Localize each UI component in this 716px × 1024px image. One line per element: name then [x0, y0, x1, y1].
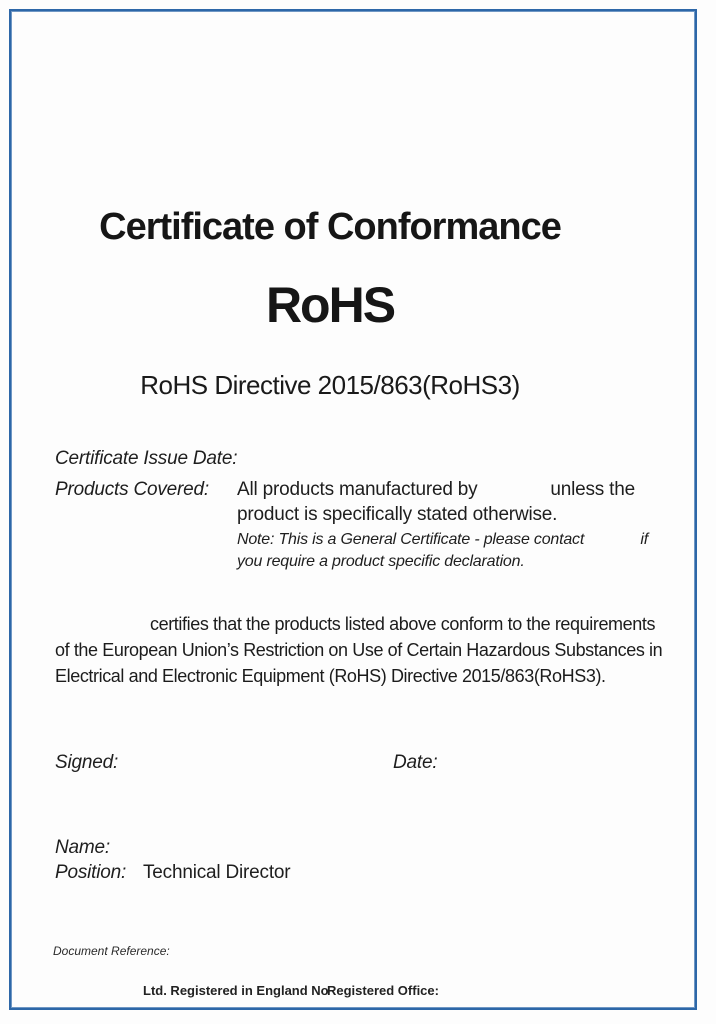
company-registration-text: Ltd. Registered in England No — [143, 983, 329, 998]
products-covered-text: All products manufactured by — [237, 479, 478, 500]
note-text: Note: This is a General Certificate - please contact — [237, 531, 585, 548]
statement-line-2: of the European Union’s Restriction on Use of Certain Hazardous Substances in — [55, 640, 663, 660]
position-value: Technical Director — [143, 862, 291, 883]
products-covered-label: Products Covered: — [55, 479, 209, 500]
products-covered-text-continued: unless the — [550, 479, 635, 500]
note-line1 — [237, 531, 648, 549]
statement-line-1: certifies that the products listed above conform to the requirements — [150, 614, 656, 634]
registered-office-label: Registered Office: — [327, 983, 439, 998]
statement-line-3: Electrical and Electronic Equipment (RoHS) Directive 2015/863(RoHS3). — [55, 666, 606, 686]
name-label: Name: — [55, 837, 110, 858]
directive-subtitle: RoHS Directive 2015/863(RoHS3) — [140, 370, 520, 400]
products-covered-line1 — [237, 479, 635, 501]
certificate-title: Certificate of Conformance — [99, 206, 561, 248]
products-covered-line2: product is specifically stated otherwise. — [237, 504, 558, 525]
issue-date-label: Certificate Issue Date: — [55, 448, 238, 469]
note-line2: you require a product specific declaration. — [237, 553, 525, 570]
date-label: Date: — [393, 752, 438, 773]
position-label: Position: — [55, 862, 127, 883]
document-reference-label: Document Reference: — [53, 944, 170, 958]
signed-label: Signed: — [55, 752, 119, 773]
rohs-heading: RoHS — [265, 277, 395, 333]
note-text-continued: if — [640, 531, 648, 548]
